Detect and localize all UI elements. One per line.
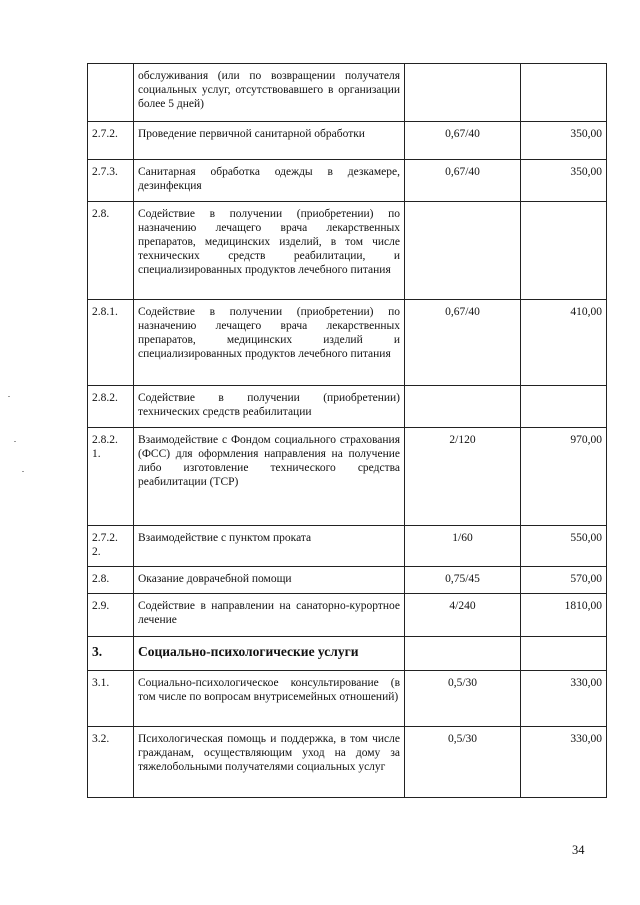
- row-number: 2.8.: [88, 567, 134, 594]
- time-norm: [405, 202, 521, 300]
- price: 350,00: [521, 160, 607, 202]
- services-table: [87, 63, 607, 798]
- service-name: Санитарная обработка одежды в дезкамере, дезинфекция: [134, 160, 405, 202]
- row-number: 2.8.2. 1.: [88, 428, 134, 526]
- scan-speck: [8, 396, 10, 397]
- section-header-row: [88, 637, 607, 671]
- row-number: 2.8.1.: [88, 300, 134, 386]
- row-number: 2.8.2.: [88, 386, 134, 428]
- scan-speck: [14, 441, 16, 442]
- table-row: [88, 122, 607, 160]
- time-norm: 0,67/40: [405, 160, 521, 202]
- price: 550,00: [521, 526, 607, 567]
- time-norm: 0,75/45: [405, 567, 521, 594]
- time-norm: [405, 386, 521, 428]
- table-row: [88, 64, 607, 122]
- service-name: Социально-психологическое консультирование (в том числе по вопросам внутрисемейных отношений): [134, 671, 405, 727]
- table-row: [88, 594, 607, 637]
- service-name: Содействие в получении (приобретении) по назначению лечащего врача лекарственных препаратов, медицинских изделий, в том числе технических средств реабилитации, и специализированных продуктов лечебного питания: [134, 202, 405, 300]
- table-row: [88, 526, 607, 567]
- price: 410,00: [521, 300, 607, 386]
- table-row: [88, 727, 607, 798]
- service-name: Содействие в получении (приобретении) по назначению лечащего врача лекарственных препаратов, медицинских изделий и специализированных продуктов лечебного питания: [134, 300, 405, 386]
- price: 350,00: [521, 122, 607, 160]
- price: 1810,00: [521, 594, 607, 637]
- row-number: 2.8.: [88, 202, 134, 300]
- price: [521, 202, 607, 300]
- row-number: 2.9.: [88, 594, 134, 637]
- time-norm: 0,5/30: [405, 671, 521, 727]
- row-number: [88, 64, 134, 122]
- service-name: Содействие в направлении на санаторно-курортное лечение: [134, 594, 405, 637]
- price: [521, 637, 607, 671]
- table-row: [88, 428, 607, 526]
- time-norm: 2/120: [405, 428, 521, 526]
- page-number: 34: [572, 843, 585, 857]
- service-name: Взаимодействие с пунктом проката: [134, 526, 405, 567]
- time-norm: 0,67/40: [405, 122, 521, 160]
- table-row: [88, 160, 607, 202]
- price: 330,00: [521, 727, 607, 798]
- time-norm: 0,67/40: [405, 300, 521, 386]
- row-number: 3.1.: [88, 671, 134, 727]
- service-name: Взаимодействие с Фондом социального страхования (ФСС) для оформления направления на получение либо изготовление технического средства реабилитации (ТСР): [134, 428, 405, 526]
- section-title: Социально-психологические услуги: [134, 637, 405, 671]
- price: [521, 386, 607, 428]
- table-row: [88, 202, 607, 300]
- row-number: 2.7.2.: [88, 122, 134, 160]
- section-number: 3.: [88, 637, 134, 671]
- price: 970,00: [521, 428, 607, 526]
- table-row: [88, 671, 607, 727]
- time-norm: 1/60: [405, 526, 521, 567]
- price: [521, 64, 607, 122]
- time-norm: 0,5/30: [405, 727, 521, 798]
- row-number: 3.2.: [88, 727, 134, 798]
- row-number: 2.7.3.: [88, 160, 134, 202]
- scan-speck: [22, 471, 24, 472]
- table-row: [88, 567, 607, 594]
- service-name: обслуживания (или по возвращении получателя социальных услуг, отсутствовавшего в организации более 5 дней): [134, 64, 405, 122]
- service-name: Проведение первичной санитарной обработки: [134, 122, 405, 160]
- row-number: 2.7.2. 2.: [88, 526, 134, 567]
- time-norm: [405, 64, 521, 122]
- service-name: Содействие в получении (приобретении) технических средств реабилитации: [134, 386, 405, 428]
- price: 330,00: [521, 671, 607, 727]
- table-row: [88, 300, 607, 386]
- service-name: Психологическая помощь и поддержка, в том числе гражданам, осуществляющим уход на дому за тяжелобольными получателями социальных услуг: [134, 727, 405, 798]
- time-norm: 4/240: [405, 594, 521, 637]
- time-norm: [405, 637, 521, 671]
- service-name: Оказание доврачебной помощи: [134, 567, 405, 594]
- price: 570,00: [521, 567, 607, 594]
- table-row: [88, 386, 607, 428]
